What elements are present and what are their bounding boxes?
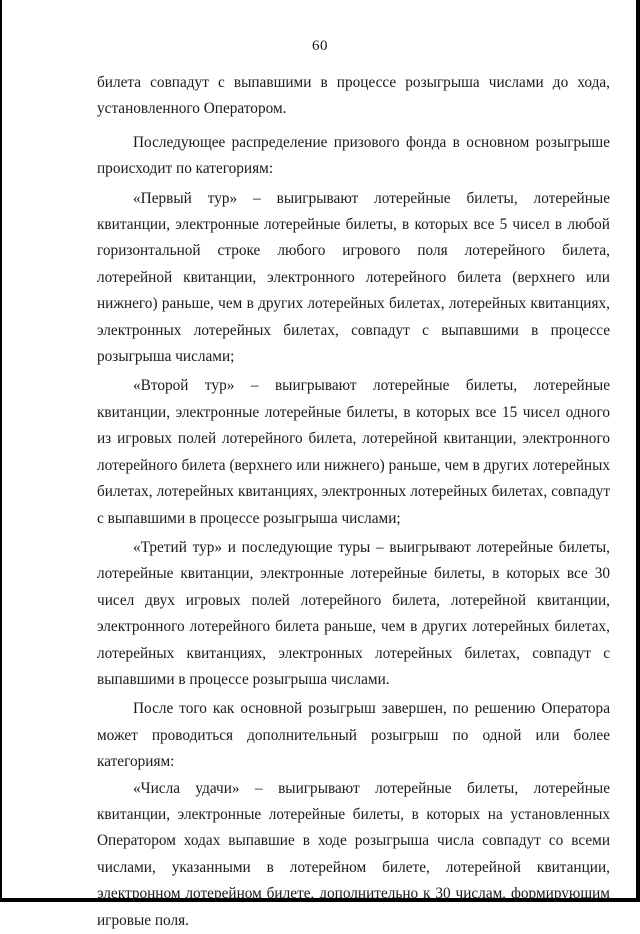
paragraph-additional-draw: После того как основной розыгрыш завершен, по решению Оператора может проводиться дополнительный розыгрыш по одной или более категориям: [97,700,610,771]
paragraph-continuation: билета совпадут с выпавшими в процессе розыгрыша числами до хода, установленного Оператором. [97,74,610,118]
paragraph-prize-distribution: Последующее распределение призового фонда в основном розыгрыше происходит по категориям: [97,133,610,178]
page-number: 60 [312,38,328,54]
paragraph-third-round: «Третий тур» и последующие туры – выигрывают лотерейные билеты, лотерейные квитанции, электронные лотерейные билеты, в которых все 30 чисел двух игровых полей лотерейного билета, лотерейной квитанции, электронного лотерейного билета раньше, чем в других лотерейных билетах, лотерейных квитанциях, электронных лотерейных билетах, совпадут с выпавшими в процессе розыгрыша числами. [97,538,610,688]
paragraph-first-round: «Первый тур» – выигрывают лотерейные билеты, лотерейные квитанции, электронные лотерейные билеты, в которых все 5 чисел в любой горизонтальной строке любого игрового поля лотерейного билета, лотерейной квитанции, электронного лотерейного билета (верхнего или нижнего) раньше, чем в других лотерейных билетах, лотерейных квитанциях, электронных лотерейных билетах, совпадут с выпавшими в процессе розыгрыша числами; [97,189,610,366]
paragraph-lucky-numbers: «Числа удачи» – выигрывают лотерейные билеты, лотерейные квитанции, электронные лотерейные билеты, в которых на установленных Оператором ходах выпавшие в ходе розыгрыша числа совпадут со всеми числами, указанными в лотерейном билете, лотерейной квитанции, электронном лотерейном билете, дополнительно к 30 числам, формирующим игровые поля. [97,779,610,929]
scan-border-right [636,0,640,902]
document-body [97,70,610,934]
scan-border-left [0,0,2,902]
paragraph-second-round: «Второй тур» – выигрывают лотерейные билеты, лотерейные квитанции, электронные лотерейные билеты, в которых все 15 чисел одного из игровых полей лотерейного билета, лотерейной квитанции, электронного лотерейного билета (верхнего или нижнего) раньше, чем в других лотерейных билетах, лотерейных квитанциях, электронных лотерейных билетах, совпадут с выпавшими в процессе розыгрыша числами; [97,377,610,527]
